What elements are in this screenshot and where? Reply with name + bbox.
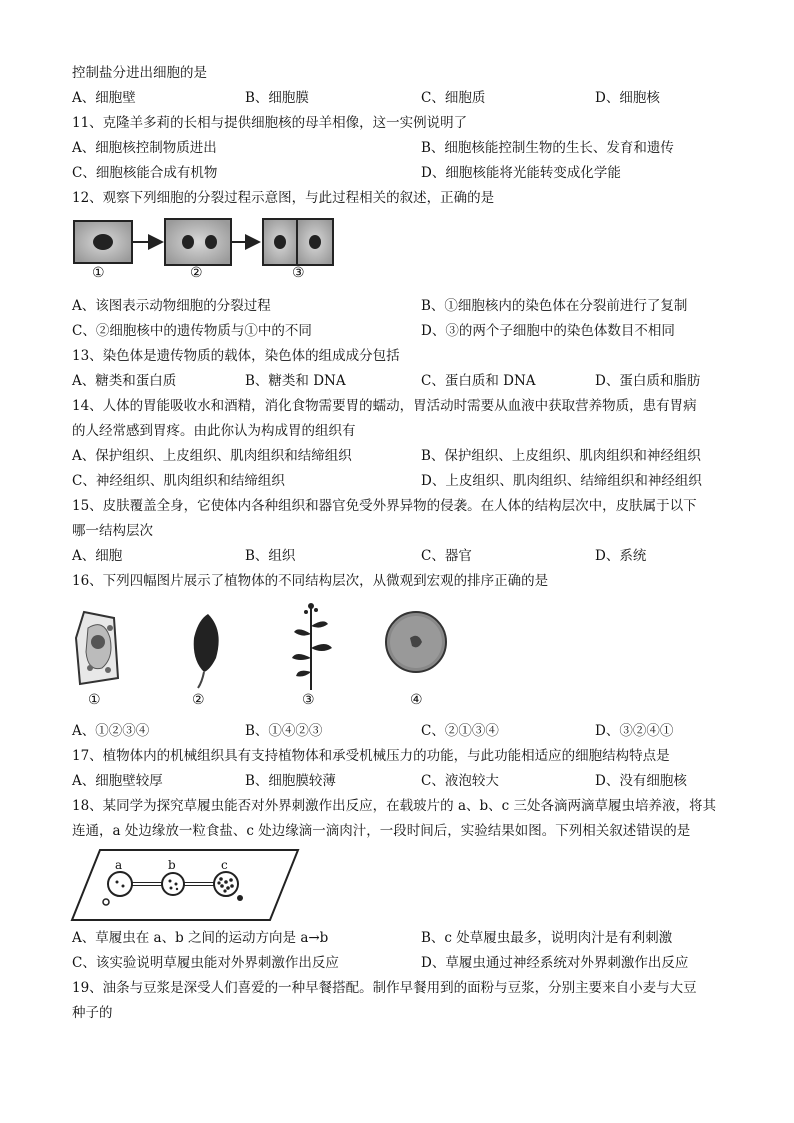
figure-label-1: ① [92,265,105,281]
option-d: D、草履虫通过神经系统对外界刺激作出反应 [421,955,689,971]
option-c: C、细胞质 [421,90,486,106]
option-c: C、②①③④ [421,723,499,739]
option-d: D、没有细胞核 [595,773,687,789]
question-19-stem-line1: 19、油条与豆浆是深受人们喜爱的一种早餐搭配。制作早餐用到的面粉与豆浆，分别主要来自小麦与大豆 [72,980,697,996]
options-row [72,772,732,790]
option-b: B、c 处草履虫最多，说明肉汁是有利刺激 [421,930,673,946]
options-row [72,722,732,740]
question-18-stem-line2: 连通，a 处边缘放一粒食盐、c 处边缘滴一滴肉汁，一段时间后，实验结果如图。下列相关叙述错误的是 [72,823,691,839]
question-14-stem-line2: 的人经常感到胃疼。由此你认为构成胃的组织有 [72,423,356,439]
option-a: A、草履虫在 a、b 之间的运动方向是 a→b [72,930,329,946]
question-18-stem-line1: 18、某同学为探究草履虫能否对外界刺激作出反应，在载玻片的 a、b、c 三处各滴两滴草履虫培养液，将其 [72,798,717,814]
option-d: D、细胞核能将光能转变成化学能 [421,165,621,181]
drop-label-b: b [168,858,176,872]
tissue-image [384,610,448,674]
figure-label-3: ③ [302,692,315,708]
question-11-stem: 11、克隆羊多莉的长相与提供细胞核的母羊相像，这一实例说明了 [72,115,468,131]
option-d: D、系统 [595,548,647,564]
figure-label-1: ① [88,692,101,708]
question-15-stem-line2: 哪一结构层次 [72,523,153,539]
option-d: D、③②④① [595,723,674,739]
figure-label-2: ② [190,265,203,281]
option-c: C、该实验说明草履虫能对外界刺激作出反应 [72,955,339,971]
option-a: A、保护组织、上皮组织、肌肉组织和结缔组织 [72,448,352,464]
question-14-stem-line1: 14、人体的胃能吸收水和酒精，消化食物需要胃的蠕动，胃活动时需要从血液中获取营养物质，患有胃病 [72,398,697,414]
question-13-stem: 13、染色体是遗传物质的载体，染色体的组成成分包括 [72,348,400,364]
option-b: B、保护组织、上皮组织、肌肉组织和神经组织 [421,448,701,464]
option-c: C、液泡较大 [421,773,499,789]
option-a: A、细胞 [72,548,123,564]
option-a: A、细胞壁较厚 [72,773,163,789]
options-row [72,372,732,390]
option-a: A、糖类和蛋白质 [72,373,177,389]
leaf-image [186,610,226,690]
option-d: D、上皮组织、肌肉组织、结缔组织和神经组织 [421,473,702,489]
option-b: B、组织 [245,548,296,564]
figure-label-4: ④ [410,692,423,708]
option-d: D、③的两个子细胞中的染色体数目不相同 [421,323,675,339]
option-a: A、细胞壁 [72,90,136,106]
options-row [72,447,732,465]
option-d: D、细胞核 [595,90,660,106]
options-row [72,954,732,972]
glass-slide-diagram [70,846,300,924]
drop-label-c: c [221,858,228,872]
plant-levels-figure [70,598,450,712]
option-a: A、该图表示动物细胞的分裂过程 [72,298,271,314]
option-a: A、①②③④ [72,723,150,739]
question-15-stem-line1: 15、皮肤覆盖全身，它使体内各种组织和器官免受外界异物的侵袭。在人体的结构层次中，皮肤属于以下 [72,498,697,514]
option-c: C、蛋白质和 DNA [421,373,536,389]
options-row [72,547,732,565]
option-b: B、①④②③ [245,723,323,739]
options-row [72,164,732,182]
option-b: B、①细胞核内的染色体在分裂前进行了复制 [421,298,688,314]
option-c: C、神经组织、肌肉组织和结缔组织 [72,473,285,489]
drop-label-a: a [115,858,123,872]
options-row [72,929,732,947]
question-17-stem: 17、植物体内的机械组织具有支持植物体和承受机械压力的功能，与此功能相适应的细胞结构特点是 [72,748,670,764]
cell-division-figure [70,213,345,288]
figure-label-2: ② [192,692,205,708]
option-b: B、细胞膜 [245,90,309,106]
question-stem: 控制盐分进出细胞的是 [72,65,207,81]
paramecium-slide-figure [70,846,300,924]
question-19-stem-line2: 种子的 [72,1005,113,1021]
option-b: B、糖类和 DNA [245,373,346,389]
options-row [72,297,732,315]
option-b: B、细胞核能控制生物的生长、发育和遗传 [421,140,674,156]
plant-image [286,598,336,693]
option-a: A、细胞核控制物质进出 [72,140,217,156]
options-row [72,139,732,157]
options-row [72,89,732,107]
options-row [72,472,732,490]
option-c: C、细胞核能合成有机物 [72,165,218,181]
question-16-stem: 16、下列四幅图片展示了植物体的不同结构层次，从微观到宏观的排序正确的是 [72,573,549,589]
figure-label-3: ③ [292,265,305,281]
plant-cell-image [74,608,122,688]
option-c: C、②细胞核中的遗传物质与①中的不同 [72,323,312,339]
question-12-stem: 12、观察下列细胞的分裂过程示意图，与此过程相关的叙述，正确的是 [72,190,495,206]
option-c: C、器官 [421,548,472,564]
option-b: B、细胞膜较薄 [245,773,336,789]
option-d: D、蛋白质和脂肪 [595,373,701,389]
options-row [72,322,732,340]
